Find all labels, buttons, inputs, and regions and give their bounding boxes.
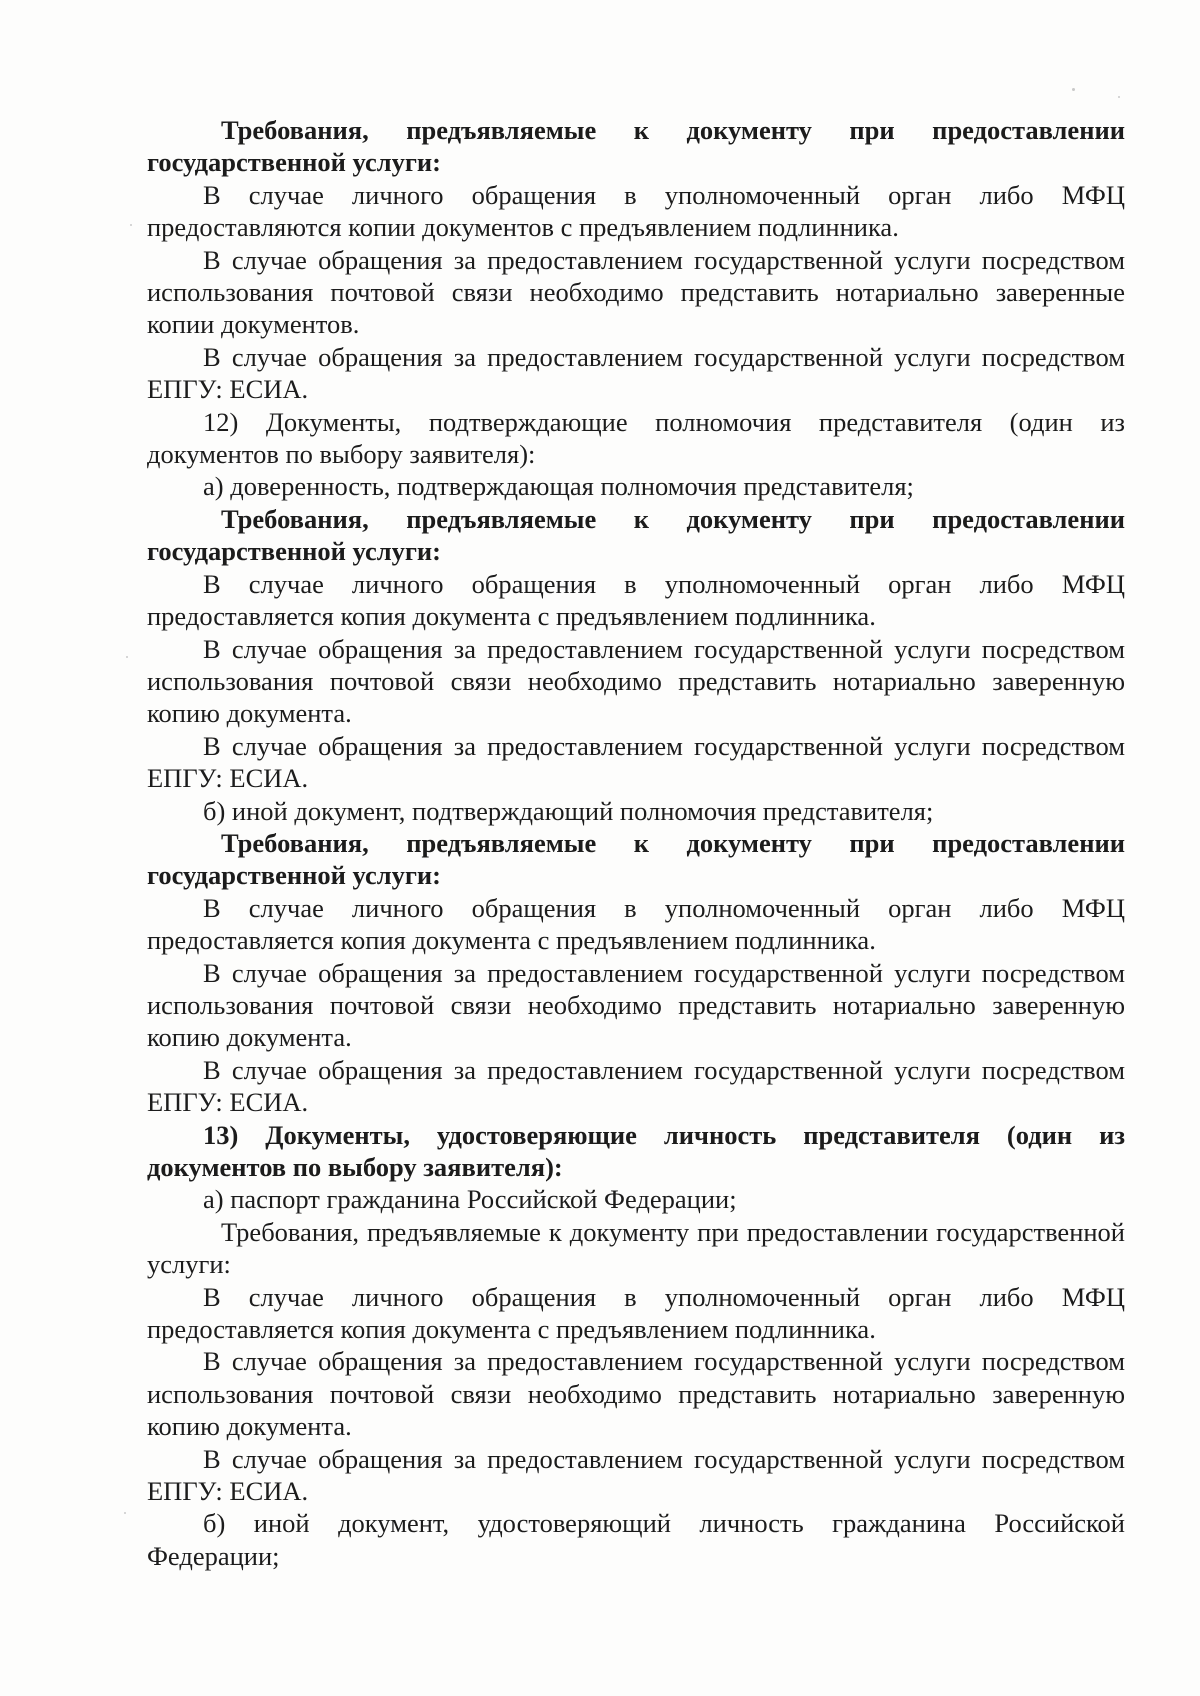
sub-item-b: б) иной документ, подтверждающий полномочия представителя; [203, 795, 934, 826]
paragraph: В случае обращения за предоставлением государственной услуги посредством ЕПГУ: ЕСИА. [147, 730, 1125, 794]
paragraph: В случае обращения за предоставлением государственной услуги посредством ЕПГУ: ЕСИА. [147, 1443, 1125, 1507]
sub-item-a: а) паспорт гражданина Российской Федерации; [203, 1184, 737, 1215]
sub-item-a: а) доверенность, подтверждающая полномочия представителя; [203, 471, 914, 502]
list-item-12: 12) Документы, подтверждающие полномочия представителя (один из документов по выбору заявителя): [147, 406, 1125, 470]
paragraph: В случае обращения за предоставлением государственной услуги посредством ЕПГУ: ЕСИА. [147, 341, 1125, 405]
document-body [147, 114, 1125, 1572]
requirements-heading: Требования, предъявляемые к документу при предоставлении государственной услуги: [147, 115, 1125, 178]
sub-item-b: б) иной документ, удостоверяющий личность гражданина Российской Федерации; [147, 1508, 1125, 1571]
list-item-13: 13) Документы, удостоверяющие личность представителя (один из документов по выбору заявителя): [147, 1119, 1125, 1182]
paragraph: В случае личного обращения в уполномоченный орган либо МФЦ предоставляется копия документа с предъявлением подлинника. [147, 892, 1125, 956]
requirements-heading: Требования, предъявляемые к документу при предоставлении государственной услуги: [147, 827, 1125, 891]
paragraph: В случае обращения за предоставлением государственной услуги посредством использования почтовой связи необходимо представить нотариально заверенную копию документа. [147, 957, 1125, 1053]
scan-speck [130, 224, 132, 226]
scan-speck [124, 1512, 126, 1514]
scan-speck [1118, 96, 1120, 98]
paragraph: В случае личного обращения в уполномоченный орган либо МФЦ предоставляются копии документов с предъявлением подлинника. [147, 179, 1125, 243]
paragraph: В случае обращения за предоставлением государственной услуги посредством использования почтовой связи необходимо представить нотариально заверенную копию документа. [147, 1346, 1125, 1442]
paragraph: В случае обращения за предоставлением государственной услуги посредством ЕПГУ: ЕСИА. [147, 1054, 1125, 1118]
paragraph: В случае личного обращения в уполномоченный орган либо МФЦ предоставляется копия документа с предъявлением подлинника. [147, 568, 1125, 632]
paragraph: В случае личного обращения в уполномоченный орган либо МФЦ предоставляется копия документа с предъявлением подлинника. [147, 1281, 1125, 1345]
requirements-heading: Требования, предъявляемые к документу при предоставлении государственной услуги: [147, 503, 1125, 567]
scan-speck [1072, 88, 1075, 91]
scan-speck [126, 656, 128, 658]
paragraph: В случае обращения за предоставлением государственной услуги посредством использования почтовой связи необходимо представить нотариально заверенные копии документов. [147, 244, 1125, 340]
paragraph: В случае обращения за предоставлением государственной услуги посредством использования почтовой связи необходимо представить нотариально заверенную копию документа. [147, 633, 1125, 729]
requirements-heading: Требования, предъявляемые к документу при предоставлении государственной услуги: [147, 1216, 1125, 1280]
